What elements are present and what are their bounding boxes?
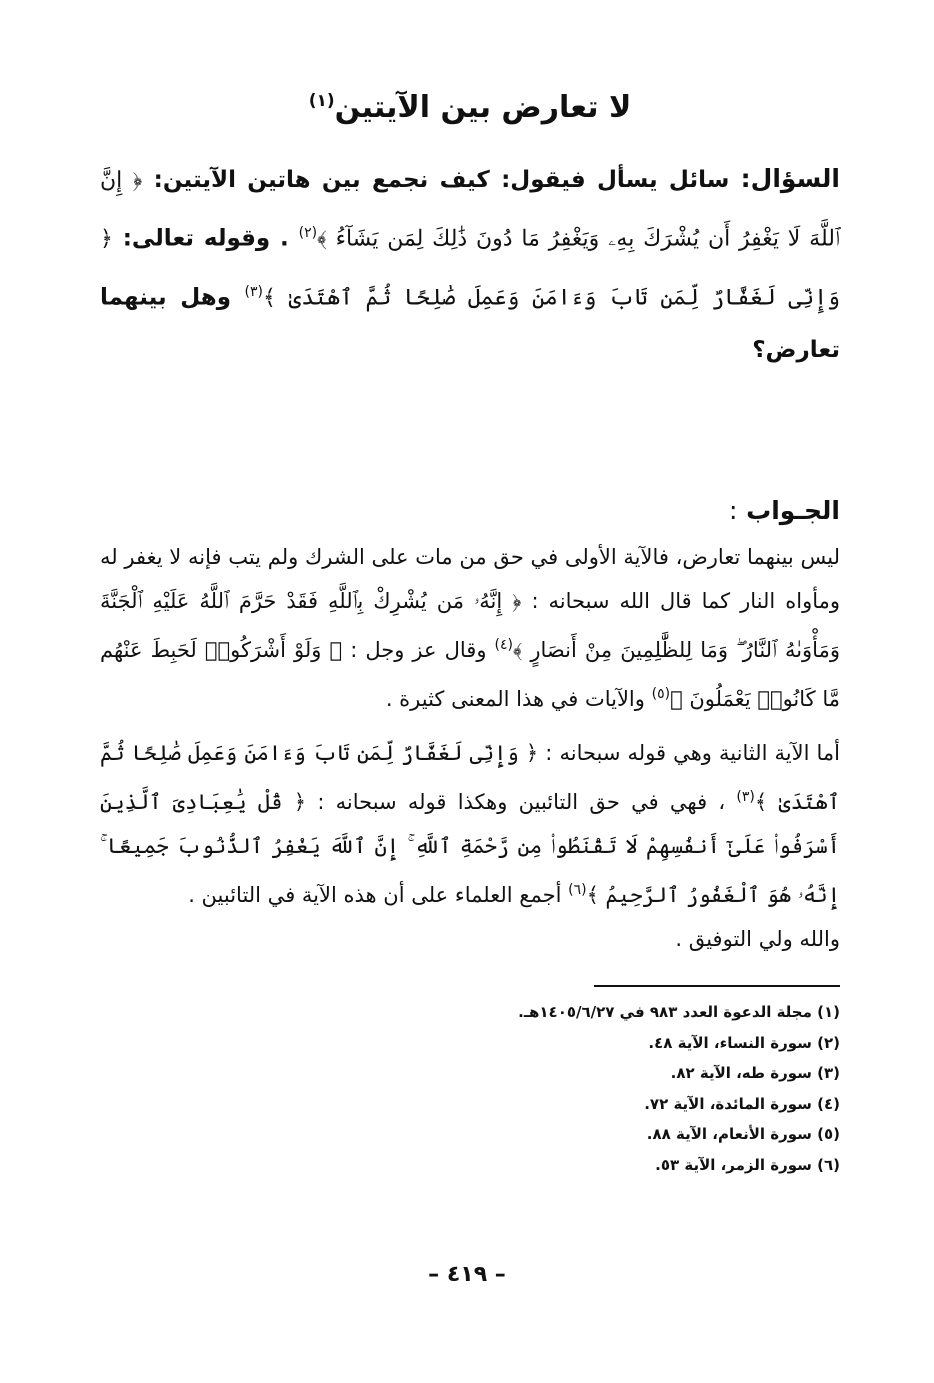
paragraph-2-text-b: ، فهي في حق التائبين وهكذا قوله سبحانه : xyxy=(317,790,726,815)
page-number: – ٤١٩ – xyxy=(428,1262,506,1287)
question-closing: وهل بينهما تعارض؟ xyxy=(100,284,840,364)
answer-paragraph-2 xyxy=(100,731,840,961)
page-body xyxy=(100,80,840,961)
footnote-1: (١) مجلة الدعوة العدد ٩٨٣ في ١٤٠٥/٦/٢٧هـ. xyxy=(518,1003,840,1021)
question-connector: . وقوله تعالى: xyxy=(122,225,289,252)
closing-line: والله ولي التوفيق . xyxy=(675,927,840,952)
footnote-ref-4: (٤) xyxy=(494,637,514,654)
quran-verse-anam-88: ﴿ وَلَوْ أَشْرَكُوا۟ لَحَبِطَ عَنْهُم مَّا كَانُوا۟ يَعْمَلُونَ ﴾ xyxy=(100,638,840,712)
footnote-divider xyxy=(594,985,840,987)
footnote-6: (٦) سورة الزمر، الآية ٥٣. xyxy=(655,1155,840,1174)
title-footnote-ref: (١) xyxy=(308,91,335,111)
footnote-4: (٤) سورة المائدة، الآية ٧٢. xyxy=(644,1094,840,1113)
title-text: لا تعارض بين الآيتين xyxy=(334,90,632,125)
footnote-2: (٢) سورة النساء، الآية ٤٨. xyxy=(648,1033,840,1052)
quran-verse-taha-82-repeat: ﴿ وَإِنِّى لَغَفَّارٌ لِّمَن تَابَ وَءَامَنَ وَعَمِلَ صَٰلِحًا ثُمَّ ٱهْتَدَىٰ ﴾ xyxy=(100,741,840,815)
footnote-ref-6: (٦) xyxy=(568,882,587,899)
footnote-3: (٣) سورة طه، الآية ٨٢. xyxy=(670,1064,840,1082)
footnote-ref-3-repeat: (٣) xyxy=(736,789,755,806)
paragraph-1-text-a: ليس بينهما تعارض، فالآية الأولى في حق من مات على الشرك ولم يتب فإنه لا يغفر له ومأواه النار كما قال الله سبحانه : xyxy=(100,545,841,614)
answer-colon: : xyxy=(728,496,738,526)
page-title xyxy=(100,90,840,125)
question-label: السؤال: xyxy=(740,164,841,193)
paragraph-1-text-c: والآيات في هذا المعنى كثيرة . xyxy=(385,687,645,712)
footnotes-section xyxy=(100,985,840,1180)
quran-verse-nisa-48: ﴿ إِنَّ ٱللَّهَ لَا يَغْفِرُ أَن يُشْرَكَ بِهِۦ وَيَغْفِرُ مَا دُونَ ذَٰلِكَ لِمَن يَشَآءُ ﴾ xyxy=(100,168,840,252)
question-block xyxy=(100,153,840,376)
footnote-ref-2: (٢) xyxy=(298,225,318,241)
quran-verse-taha-82: ﴿ وَإِنِّى لَغَفَّارٌ لِّمَن تَابَ وَءَامَنَ وَعَمِلَ صَٰلِحًا ثُمَّ ٱهْتَدَىٰ ﴾ xyxy=(100,226,840,311)
footnote-5: (٥) سورة الأنعام، الآية ٨٨. xyxy=(646,1125,840,1143)
paragraph-1-text-b: وقال عز وجل : xyxy=(350,638,487,663)
paragraph-2-text-c: أجمع العلماء على أن هذه الآية في التائبين . xyxy=(188,883,562,908)
answer-paragraph-1 xyxy=(100,535,840,721)
answer-heading xyxy=(100,496,840,525)
quran-verse-maidah-72: ﴿ إِنَّهُۥ مَن يُشْرِكْ بِٱللَّهِ فَقَدْ حَرَّمَ ٱللَّهُ عَلَيْهِ ٱلْجَنَّةَ وَمَأْوَىٰهُ ٱلنَّارُ ۖ وَمَا لِلظَّٰلِمِينَ مِنْ أَنصَارٍ ﴾ xyxy=(100,589,840,663)
answer-label: الجـواب xyxy=(746,496,840,526)
footnote-ref-3: (٣) xyxy=(244,283,264,300)
paragraph-2-text-a: أما الآية الثانية وهي قوله سبحانه : xyxy=(545,741,840,766)
footnote-ref-5: (٥) xyxy=(651,686,671,703)
quran-verse-zumar-53: ﴿ قُلْ يَٰعِبَادِىَ ٱلَّذِينَ أَسْرَفُوا۟ عَلَىٰٓ أَنفُسِهِمْ لَا تَقْنَطُوا۟ مِن رَّحْمَةِ ٱللَّهِ ۚ إِنَّ ٱللَّهَ يَغْفِرُ ٱلذُّنُوبَ جَمِيعًا ۚ إِنَّهُۥ هُوَ ٱلْغَفُورُ ٱلرَّحِيمُ ﴾ xyxy=(100,790,840,908)
question-intro: سائل يسأل فيقول: كيف نجمع بين هاتين الآيتين: xyxy=(153,167,730,193)
